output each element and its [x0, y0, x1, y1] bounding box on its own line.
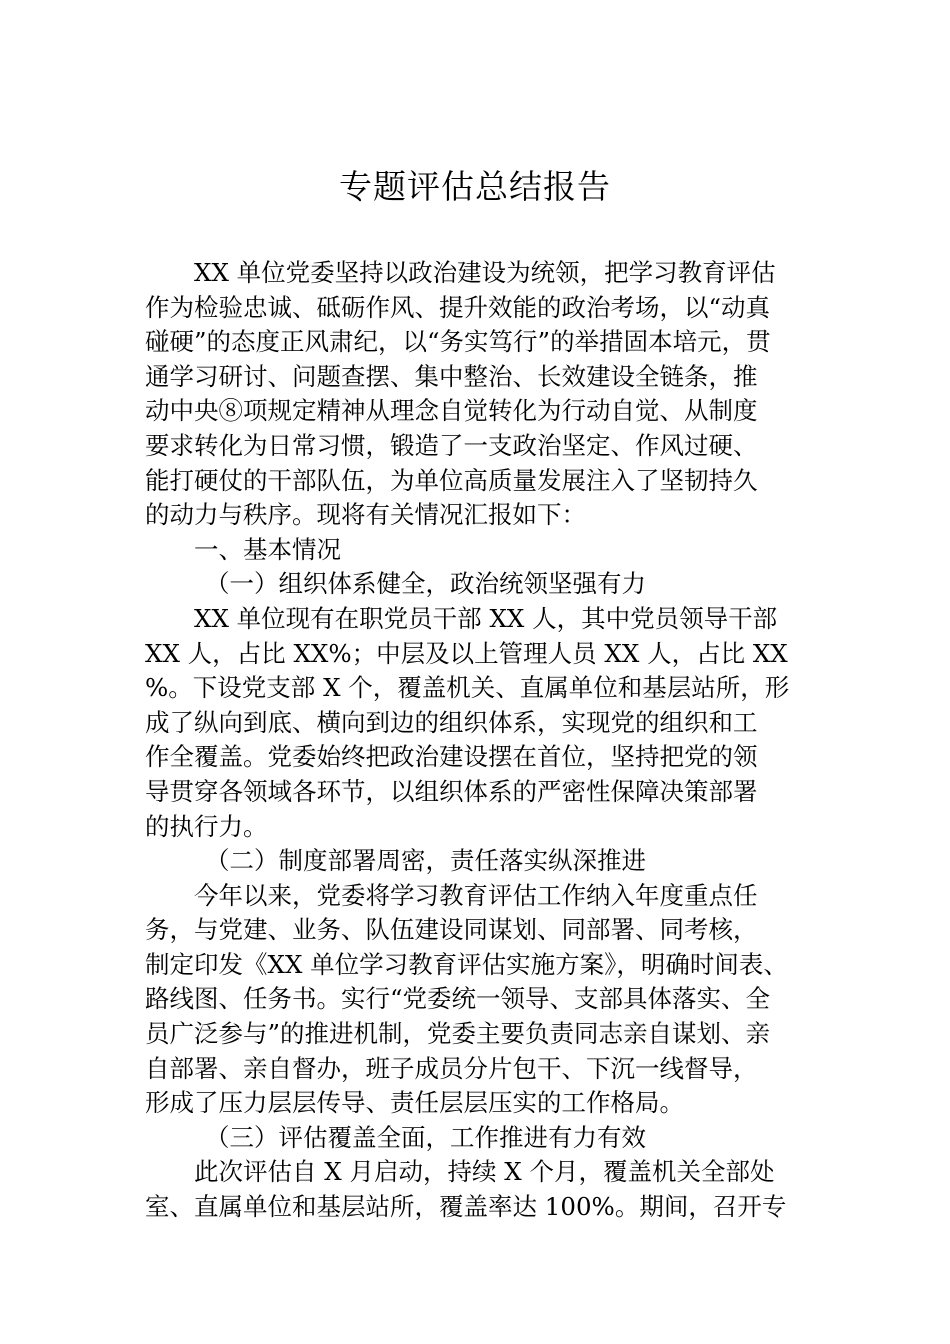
text-line: 能打硬仗的干部队伍，为单位高质量发展注入了坚韧持久 — [145, 465, 758, 495]
text-line: 一、基本情况 — [194, 534, 341, 564]
text-line: （二）制度部署周密，责任落实纵深推进 — [205, 846, 646, 876]
text-line: 今年以来，党委将学习教育评估工作纳入年度重点任 — [194, 880, 758, 910]
text-line: 形成了压力层层传导、责任层层压实的工作格局。 — [145, 1088, 684, 1118]
text-line: 室、直属单位和基层站所，覆盖率达 100%。期间，召开专 — [145, 1192, 787, 1222]
text-line: XX 单位党委坚持以政治建设为统领，把学习教育评估 — [194, 258, 776, 287]
text-line: 作为检验忠诚、砥砺作风、提升效能的政治考场，以“动真 — [145, 292, 771, 322]
text-line: 通学习研讨、问题查摆、集中整治、长效建设全链条，推 — [145, 361, 758, 391]
text-line: 碰硬”的态度正风肃纪，以“务实笃行”的举措固本培元，贯 — [145, 327, 771, 357]
text-line: 动中央⑧项规定精神从理念自觉转化为行动自觉、从制度 — [145, 396, 758, 426]
text-line: 的动力与秩序。现将有关情况汇报如下： — [145, 500, 586, 530]
text-line: 成了纵向到底、横向到边的组织体系，实现党的组织和工 — [145, 707, 758, 737]
text-line: 员广泛参与”的推进机制，党委主要负责同志亲自谋划、亲 — [145, 1019, 771, 1049]
text-line: 务，与党建、业务、队伍建设同谋划、同部署、同考核， — [145, 915, 758, 945]
text-line: 导贯穿各领域各环节，以组织体系的严密性保障决策部署 — [145, 776, 758, 806]
text-line: 的执行力。 — [145, 811, 268, 841]
text-line: 要求转化为日常习惯，锻造了一支政治坚定、作风过硬、 — [145, 430, 758, 460]
text-line: （一）组织体系健全，政治统领坚强有力 — [205, 569, 646, 599]
text-line: 自部署、亲自督办，班子成员分片包干、下沉一线督导， — [145, 1053, 758, 1083]
document-body — [145, 256, 817, 1225]
text-line: 制定印发《XX 单位学习教育评估实施方案》，明确时间表、 — [145, 949, 788, 979]
text-line: 此次评估自 X 月启动，持续 X 个月，覆盖机关全部处 — [194, 1157, 775, 1187]
text-line: %。下设党支部 X 个，覆盖机关、直属单位和基层站所，形 — [145, 673, 790, 703]
text-line: （三）评估覆盖全面，工作推进有力有效 — [205, 1122, 646, 1152]
document-title: 专题评估总结报告 — [339, 167, 611, 206]
text-line: 作全覆盖。党委始终把政治建设摆在首位，坚持把党的领 — [145, 742, 758, 772]
text-line: XX 单位现有在职党员干部 XX 人，其中党员领导干部 — [194, 603, 778, 633]
text-line: XX 人，占比 XX%；中层及以上管理人员 XX 人，占比 XX — [145, 638, 788, 668]
text-line: 路线图、任务书。实行“党委统一领导、支部具体落实、全 — [145, 984, 771, 1014]
